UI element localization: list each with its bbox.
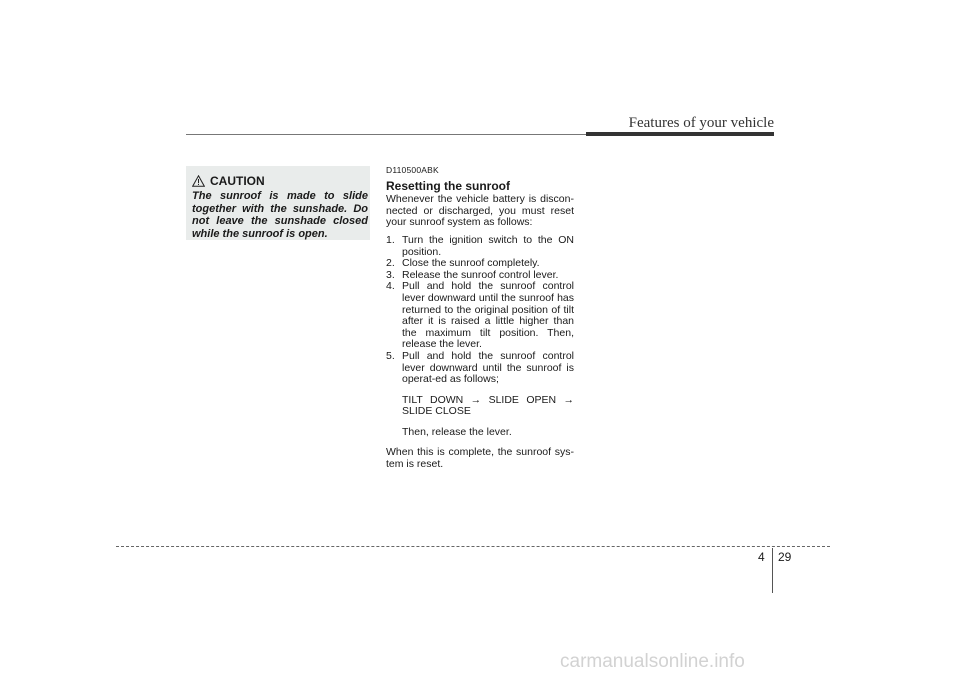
resetting-section <box>386 165 574 471</box>
caution-text: The sunroof is made to slide together with the sunshade. Do not leave the sunshade closed while the sunroof is open. <box>192 190 368 240</box>
footer-dashed-rule <box>116 546 830 547</box>
steps-list <box>386 235 574 439</box>
section-code: D110500ABK <box>386 165 439 175</box>
header-rule-thick <box>586 132 774 136</box>
list-item <box>386 281 574 351</box>
list-item <box>386 351 574 386</box>
step-sequence: TILT DOWN → SLIDE OPEN → SLIDE CLOSE <box>402 393 574 418</box>
footer-divider <box>772 548 773 593</box>
step-number: 2. <box>386 257 395 270</box>
page-number: 29 <box>778 550 792 564</box>
step-number: 3. <box>386 268 395 281</box>
step-number: 1. <box>386 233 395 246</box>
list-item <box>386 258 574 270</box>
step-number: 4. <box>386 280 395 293</box>
caution-box <box>186 166 370 240</box>
section-intro: Whenever the vehicle battery is discon-nected or discharged, you must reset your sunroof system as follows: <box>386 193 574 229</box>
step-text: Turn the ignition switch to the ON position. <box>402 233 574 258</box>
step-number: 5. <box>386 349 395 362</box>
section-title: Resetting the sunroof <box>386 178 511 193</box>
watermark: carmanualsonline.info <box>560 651 745 672</box>
chapter-number: 4 <box>758 550 765 564</box>
step-text: Pull and hold the sunroof control lever downward until the sunroof has returned to the original position of tilt after it is raised a little higher than the maximum tilt position. Then, release the lever. <box>402 280 574 351</box>
step-text: Release the sunroof control lever. <box>402 268 559 281</box>
header-rule-thin <box>186 134 586 135</box>
section-closing: When this is complete, the sunroof sys-tem is reset. <box>386 446 574 471</box>
caution-header <box>192 174 370 188</box>
list-item <box>386 235 574 258</box>
step-release: Then, release the lever. <box>402 425 512 438</box>
step-text: Pull and hold the sunroof control lever downward until the sunroof is operat-ed as follows; <box>402 349 574 386</box>
step-text: Close the sunroof completely. <box>402 257 540 270</box>
caution-title: CAUTION <box>210 174 265 188</box>
warning-triangle-icon <box>192 175 205 187</box>
header-title: Features of your vehicle <box>628 115 774 131</box>
